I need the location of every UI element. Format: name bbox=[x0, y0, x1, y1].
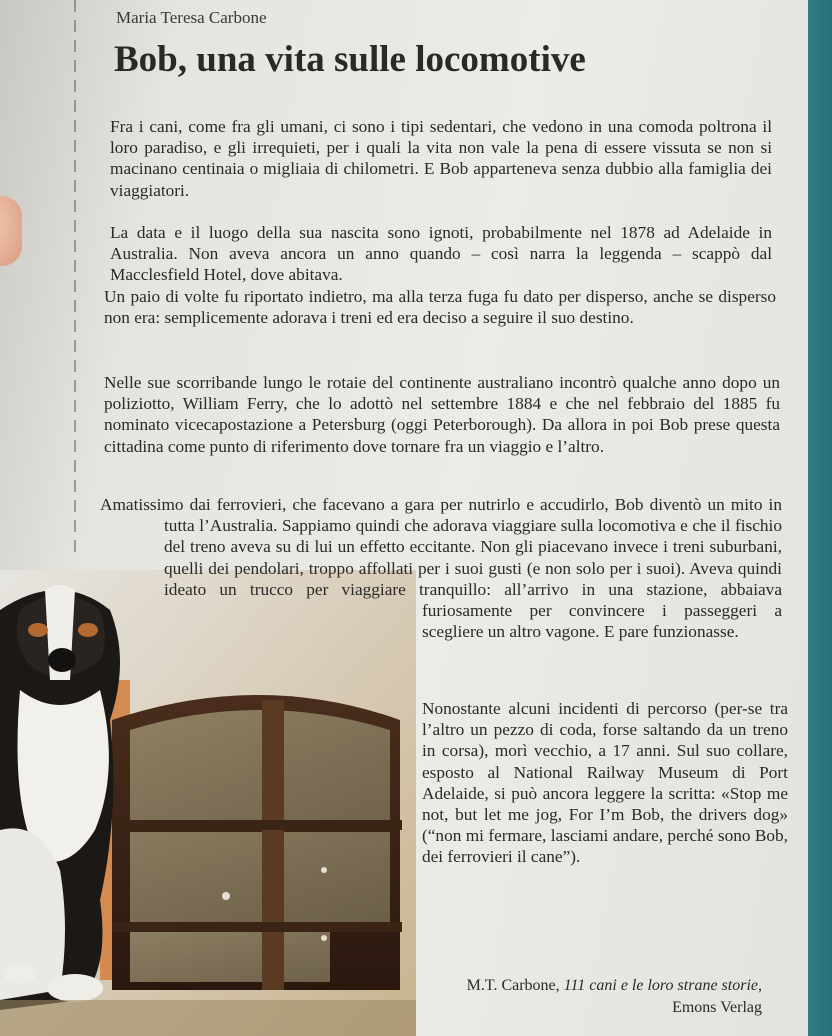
article-title: Bob, una vita sulle locomotive bbox=[114, 39, 586, 80]
paragraph-4: Nelle sue scorribande lungo le rotaie del continente australiano incontrò qualche anno dopo un poliziotto, William Ferry, che lo adottò nel settembre 1884 e che nel febbraio del 1885 fu nominato vicecapostazione a Petersburg (oggi Peterborough). Da allora in poi Bob prese questa cittadina come punto di riferimento dove tornare fra un viaggio e l’altro. bbox=[104, 373, 780, 456]
paragraph-2: La data e il luogo della sua nascita sono ignoti, probabilmente nel 1878 ad Adelaide in Australia. Non aveva ancora un anno quando – così narra la leggenda – scappò dal Macclesfield Hotel, dove abitava. bbox=[110, 223, 772, 285]
author-name: Maria Teresa Carbone bbox=[116, 8, 267, 27]
paragraph-1: Fra i cani, come fra gli umani, ci sono i tipi sedentari, che vedono in una comoda poltrona il loro paradiso, e gli irrequieti, per i quali la vita non vale la pena di essere vissuta se non si macinano centinaia o migliaia di chilometri. E Bob apparteneva senza dubbio alla famiglia dei viaggiatori. bbox=[110, 117, 772, 200]
paragraph-3: Un paio di volte fu riportato indietro, ma alla terza fuga fu dato per disperso, anche se disperso non era: semplicemente adorava i treni ed era deciso a seguire il suo destino. bbox=[104, 287, 776, 328]
photo-wrap-spacer-2 bbox=[100, 536, 164, 620]
binding-shadow bbox=[74, 0, 76, 560]
credit-book: 111 cani e le loro strane storie, bbox=[563, 977, 762, 994]
credit-author: M.T. Carbone, bbox=[466, 977, 560, 994]
photo-wrap-spacer-3 bbox=[100, 620, 422, 680]
page-edge bbox=[808, 0, 832, 1036]
source-credit bbox=[467, 975, 762, 1019]
paragraph-5: Amatissimo dai ferrovieri, che facevano a gara per nutrirlo e accudirlo, Bob diventò un mito in tutta l’Australia. Sappiamo quindi che adorava viaggiare sulla locomotiva e che il fischio del treno aveva su di lui un effetto eccitante. Non gli piacevano invece i treni suburbani, quelli dei pendolari, troppo affollati per i suoi gusti (e non solo per i suoi). Aveva quindi ideato un trucco per viaggiare tranquillo: all’arrivo in una stazione, abbaiava furiosamente per convincere i passeggeri a scegliere un altro vagone. E pare funzionasse. bbox=[100, 494, 782, 680]
credit-publisher: Emons Verlag bbox=[672, 999, 762, 1016]
thumb bbox=[0, 196, 22, 266]
paragraph-6: Nonostante alcuni incidenti di percorso (per-se tra l’altro un pezzo di coda, forse saltando da un treno in corsa), morì vecchio, a 17 anni. Sul suo collare, esposto al National Railway Museum di Port Adelaide, si può ancora leggere la scritta: «Stop me not, but let me jog, For I’m Bob, the drivers dog» (“non mi fermare, lasciami andare, perché sono Bob, dei ferrovieri il cane”). bbox=[422, 699, 788, 867]
